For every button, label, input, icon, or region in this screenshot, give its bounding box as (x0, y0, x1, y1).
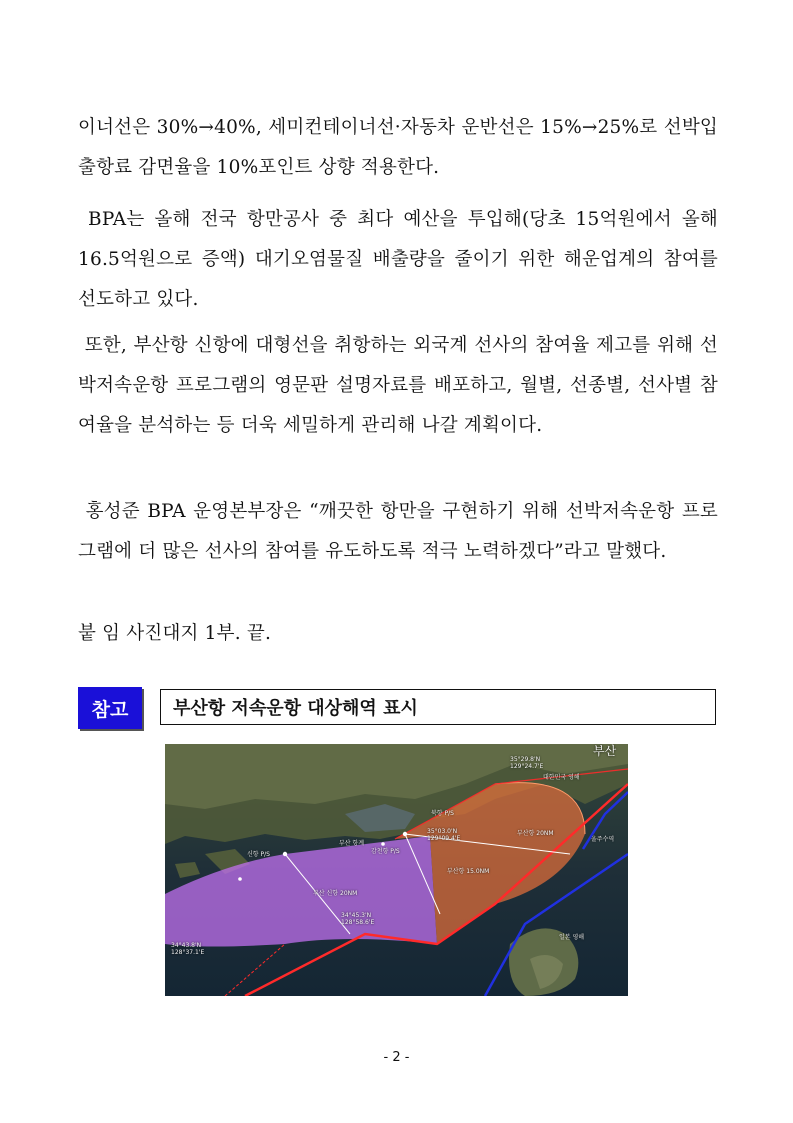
paragraph-2 (78, 200, 718, 320)
paragraph-4 (78, 492, 718, 572)
map-coord-sw: 34°43.8'N 128°37.1'E (171, 942, 205, 956)
paragraph-3-text: 또한, 부산항 신항에 대형선을 취항하는 외국계 선사의 참여율 제고를 위해 선박저속운항 프로그램의 영문판 설명자료를 배포하고, 월별, 선종별, 선사별 참여율을 분석하는 등 더욱 세밀하게 관리해 나갈 계획이다. (78, 335, 718, 436)
map-label-20nm-west: 부산 신항 20NM (313, 890, 358, 897)
map-label-15nm: 부산항 15.0NM (447, 868, 490, 875)
map-label-jp: 일본 영해 (559, 934, 585, 941)
busan-ps-marker (403, 832, 407, 836)
reference-title: 부산항 저속운항 대상해역 표시 (160, 689, 716, 725)
map-label-gamcheon: 감천항 P/S (371, 848, 400, 855)
gamcheon-ps-marker (381, 842, 385, 846)
map-label-busan-port: 부산 항계 (339, 840, 365, 847)
paragraph-4-text: 홍성준 BPA 운영본부장은 “깨끗한 항만을 구현하기 위해 선박저속운항 프로그램에 더 많은 선사의 참여를 유도하도록 적극 노력하겠다”라고 말했다. (78, 501, 718, 562)
paragraph-1: 이너선은 30%→40%, 세미컨테이너선·자동차 운반선은 15%→25%로 선박입출항료 감면율을 10%포인트 상향 적용한다. (78, 117, 718, 178)
paragraph-3 (78, 326, 718, 446)
map-coord-ne: 35°29.8'N 129°24.7'E (510, 756, 544, 770)
slow-steaming-zone-map (165, 744, 628, 996)
newport-ps-marker (283, 852, 287, 856)
attachment-note: 붙 임 사진대지 1부. 끝. (78, 623, 272, 644)
map-label-busan-ps: 북항 P/S (431, 810, 454, 817)
page-number: - 2 - (383, 1050, 410, 1065)
island-marker (238, 877, 242, 881)
map-label-territory: 대한민국 영해 (543, 774, 580, 781)
map-label-ulsan: 울주수역 (591, 836, 615, 843)
map-coord-south: 34°45.3'N 128°58.6'E (341, 912, 375, 926)
reference-badge: 참고 (78, 687, 142, 729)
map-label-newport-ps: 신항 P/S (247, 851, 270, 858)
paragraph-2-text: BPA는 올해 전국 항만공사 중 최다 예산을 투입해(당초 15억원에서 올해 16.5억원으로 증액) 대기오염물질 배출량을 줄이기 위한 해운업계의 참여를 선도하고 있다. (78, 209, 718, 310)
map-label-20nm-east: 부산항 20NM (517, 830, 554, 837)
map-graphic (165, 744, 628, 996)
map-coord-center: 35°03.0'N 129°09.4'E (427, 828, 461, 842)
reference-header (78, 687, 720, 729)
map-label-busan: 부산 (593, 744, 617, 758)
